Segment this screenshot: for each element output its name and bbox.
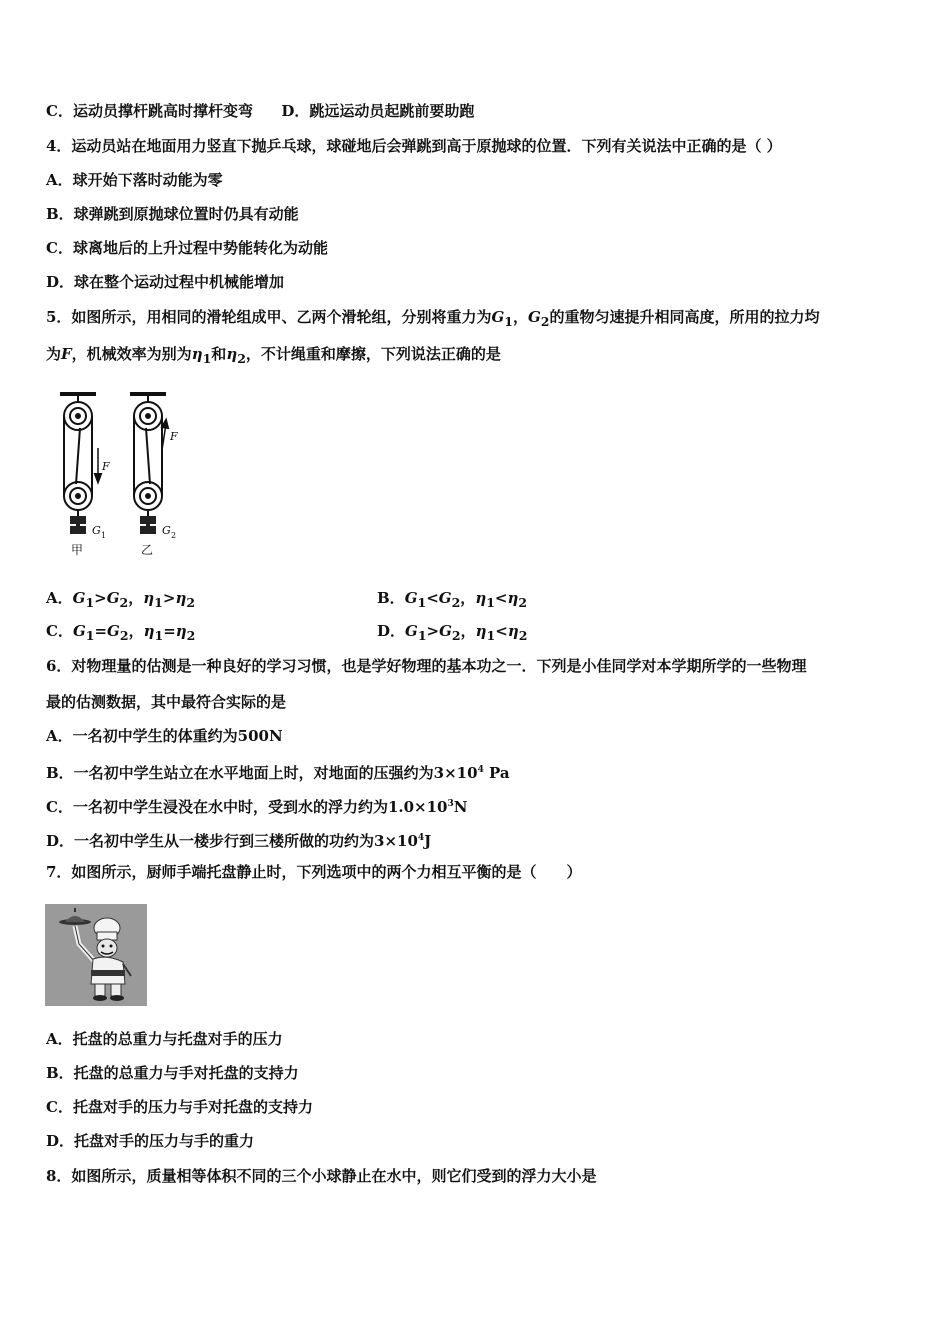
label-g2-sub: 2 xyxy=(171,531,177,540)
relation: > xyxy=(426,622,440,640)
q3-option-d: D．跳远运动员起跳前要助跑 xyxy=(281,102,475,120)
relation: = xyxy=(94,622,108,640)
symbol-eta: η xyxy=(143,622,155,640)
subscript: 1 xyxy=(417,628,427,643)
relation: < xyxy=(494,589,508,607)
label-f-left: F xyxy=(102,460,110,473)
relation: > xyxy=(94,589,107,607)
symbol-eta: η xyxy=(143,589,155,607)
q5-stem-text: 和 xyxy=(211,345,227,363)
subscript: 2 xyxy=(518,628,528,643)
symbol-g: G xyxy=(107,622,120,640)
label-f-right: F xyxy=(170,430,178,443)
symbol-eta: η xyxy=(175,589,187,607)
q6-option-a: A．一名初中学生的体重约为500N xyxy=(46,727,283,745)
comma: ， xyxy=(512,308,528,326)
symbol-eta: η xyxy=(175,622,187,640)
q3-option-c: C．运动员撑杆跳高时撑杆变弯 xyxy=(46,102,253,120)
pulley-system-figure xyxy=(50,388,190,568)
symbol-g: G xyxy=(439,622,452,640)
q5-stem-text: 为 xyxy=(46,345,62,363)
option-prefix: B． xyxy=(377,589,405,607)
relation: = xyxy=(163,622,176,640)
comma: ， xyxy=(128,589,144,607)
subscript: 1 xyxy=(85,628,95,643)
symbol-g: G xyxy=(106,589,120,607)
q4-option-a: A．球开始下落时动能为零 xyxy=(46,171,223,189)
q5-stem-line1 xyxy=(46,307,820,332)
subscript: 2 xyxy=(451,595,461,610)
q7-option-a: A．托盘的总重力与托盘对手的压力 xyxy=(46,1030,283,1048)
label-yi: 乙 xyxy=(141,543,154,557)
subscript: 2 xyxy=(518,595,528,610)
exponent: 4 xyxy=(417,833,425,843)
comma: ， xyxy=(128,622,144,640)
q6-stem-line1: 6．对物理量的估测是一种良好的学习习惯，也是学好物理的基本功之一．下列是小佳同学对本学期所学的一些物理 xyxy=(46,657,807,675)
q6-option-b xyxy=(46,760,510,783)
subscript: 2 xyxy=(451,628,461,643)
q4-option-b: B．球弹跳到原抛球位置时仍具有动能 xyxy=(46,205,299,223)
q6-option-d xyxy=(46,828,431,851)
symbol-g: G xyxy=(72,622,86,640)
q8-stem: 8．如图所示，质量相等体积不同的三个小球静止在水中，则它们受到的浮力大小是 xyxy=(46,1167,597,1185)
label-g1-sub: 1 xyxy=(101,531,107,540)
subscript: 2 xyxy=(186,595,196,610)
exponent: 4 xyxy=(477,765,484,775)
relation: < xyxy=(495,622,508,640)
relation: > xyxy=(162,589,176,607)
label-jia: 甲 xyxy=(71,543,84,557)
option-prefix: A． xyxy=(46,589,73,607)
q7-option-b: B．托盘的总重力与手对托盘的支持力 xyxy=(46,1064,299,1082)
subscript: 1 xyxy=(504,314,513,329)
unit: Pa xyxy=(483,764,510,782)
relation: < xyxy=(426,589,439,607)
label-g1: G xyxy=(92,524,101,537)
option-prefix: D． xyxy=(377,622,406,640)
subscript: 1 xyxy=(486,628,496,643)
q4-option-d: D．球在整个运动过程中机械能增加 xyxy=(46,273,285,291)
symbol-g: G xyxy=(527,308,541,326)
symbol-eta: η xyxy=(475,622,487,640)
subscript: 1 xyxy=(85,595,95,610)
q5-stem-text: ，机械效率为别为 xyxy=(71,345,192,363)
q4-stem: 4．运动员站在地面用力竖直下抛乒乓球，球碰地后会弹跳到高于原抛球的位置．下列有关说法中正确的是（ ） xyxy=(46,137,782,155)
weights xyxy=(70,516,156,534)
comma: ， xyxy=(460,622,476,640)
symbol-eta: η xyxy=(507,589,519,607)
q7-option-d: D．托盘对手的压力与手的重力 xyxy=(46,1132,255,1150)
subscript: 2 xyxy=(119,595,129,610)
q5-option-c xyxy=(46,621,195,646)
symbol-g: G xyxy=(404,589,418,607)
q7-option-c: C．托盘对手的压力与手对托盘的支持力 xyxy=(46,1098,313,1116)
symbol-eta: η xyxy=(191,345,203,363)
unit: N xyxy=(453,798,468,816)
q7-stem: 7．如图所示，厨师手端托盘静止时，下列选项中的两个力相互平衡的是（ ） xyxy=(46,863,582,881)
option-text: C．一名初中学生浸没在水中时，受到水的浮力约为1.0×10 xyxy=(46,798,448,816)
symbol-g: G xyxy=(405,622,418,640)
subscript: 2 xyxy=(186,628,196,643)
q5-stem-line2 xyxy=(46,344,501,369)
exponent: 3 xyxy=(447,799,454,809)
symbol-eta: η xyxy=(507,622,519,640)
subscript: 2 xyxy=(237,351,246,366)
subscript: 2 xyxy=(540,314,550,329)
comma: ， xyxy=(460,589,476,607)
subscript: 1 xyxy=(154,595,163,610)
q5-stem-text: ，不计绳重和摩擦，下列说法正确的是 xyxy=(245,345,501,363)
option-text: D．一名初中学生从一楼步行到三楼所做的功约为3×10 xyxy=(46,832,418,850)
q5-option-a xyxy=(46,588,195,613)
chef-figure xyxy=(45,904,147,1006)
q6-option-c xyxy=(46,794,467,817)
symbol-eta: η xyxy=(226,345,238,363)
symbol-g: G xyxy=(438,589,452,607)
symbol-g: G xyxy=(72,589,86,607)
q3-option-row xyxy=(46,101,474,121)
q4-option-c: C．球离地后的上升过程中势能转化为动能 xyxy=(46,239,328,257)
subscript: 2 xyxy=(119,628,129,643)
subscript: 1 xyxy=(486,595,495,610)
q5-option-d xyxy=(377,621,527,646)
q5-option-b xyxy=(377,588,527,613)
option-text: B．一名初中学生站立在水平地面上时，对地面的压强约为3×10 xyxy=(46,764,478,782)
q6-stem-line2: 最的估测数据，其中最符合实际的是 xyxy=(46,693,287,711)
label-g2: G xyxy=(162,524,171,537)
symbol-f: F xyxy=(61,345,72,363)
symbol-g: G xyxy=(491,308,505,326)
option-prefix: C． xyxy=(46,622,73,640)
subscript: 1 xyxy=(154,628,164,643)
unit: J xyxy=(424,832,432,850)
q5-stem-text: 5．如图所示，用相同的滑轮组成甲、乙两个滑轮组，分别将重力为 xyxy=(46,308,492,326)
q5-stem-text: 的重物匀速提升相同高度，所用的拉力均 xyxy=(549,308,820,326)
symbol-eta: η xyxy=(475,589,487,607)
subscript: 1 xyxy=(417,595,427,610)
subscript: 1 xyxy=(202,351,212,366)
